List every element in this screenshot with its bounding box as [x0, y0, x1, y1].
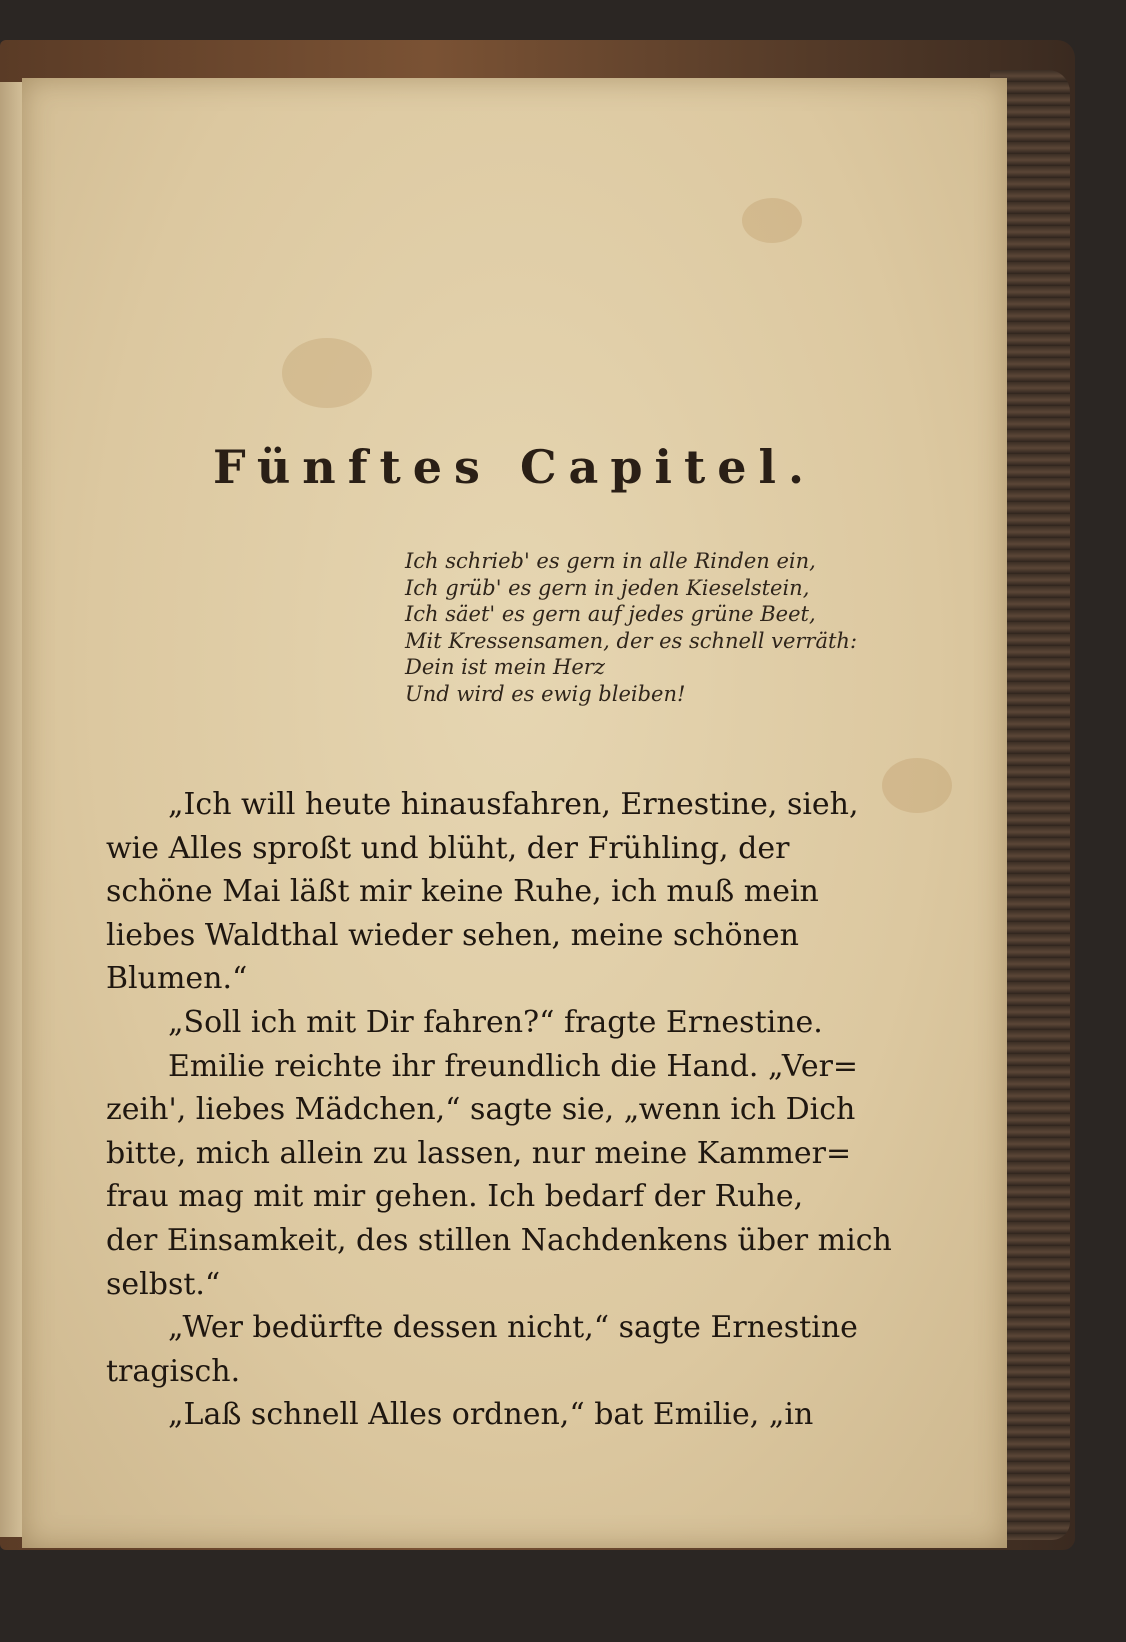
- chapter-title: Fünftes Capitel.: [212, 440, 816, 494]
- paper-stain: [742, 198, 802, 243]
- text-line: tragisch.: [106, 1353, 241, 1389]
- epigraph-line: Ich schrieb' es gern in alle Rinden ein,: [405, 549, 816, 573]
- epigraph-line: Dein ist mein Herz: [405, 655, 605, 679]
- text-line: liebes Waldthal wieder sehen, meine schönen: [106, 917, 800, 953]
- text-line: schöne Mai läßt mir keine Ruhe, ich muß mein: [106, 874, 819, 910]
- body-text: [106, 783, 926, 1437]
- text-line: zeih', liebes Mädchen,“ sagte sie, „wenn ich Dich: [106, 1092, 856, 1128]
- text-line: Blumen.“: [106, 961, 248, 997]
- text-line: „Soll ich mit Dir fahren?“ fragte Ernestine.: [168, 1004, 823, 1040]
- text-line: frau mag mit mir gehen. Ich bedarf der Ruhe,: [106, 1179, 804, 1215]
- epigraph-line: Ich grüb' es gern in jeden Kieselstein,: [405, 575, 810, 600]
- text-line: Emilie reichte ihr freundlich die Hand. „Ver=: [168, 1048, 859, 1084]
- epigraph: [405, 548, 905, 707]
- text-line: wie Alles sproßt und blüht, der Frühling, der: [106, 830, 790, 866]
- text-line: „Laß schnell Alles ordnen,“ bat Emilie, „in: [168, 1397, 814, 1433]
- text-line: bitte, mich allein zu lassen, nur meine Kammer=: [106, 1135, 852, 1171]
- text-line: selbst.“: [106, 1266, 221, 1302]
- epigraph-line: Und wird es ewig bleiben!: [405, 681, 686, 706]
- epigraph-line: Mit Kressensamen, der es schnell verräth:: [405, 628, 858, 653]
- epigraph-line: Ich säet' es gern auf jedes grüne Beet,: [405, 602, 816, 626]
- text-line: der Einsamkeit, des stillen Nachdenkens über mich: [106, 1222, 892, 1258]
- paper-stain: [282, 338, 372, 408]
- text-line: „Wer bedürfte dessen nicht,“ sagte Ernestine: [168, 1310, 858, 1346]
- text-line: „Ich will heute hinausfahren, Ernestine, sieh,: [168, 787, 859, 822]
